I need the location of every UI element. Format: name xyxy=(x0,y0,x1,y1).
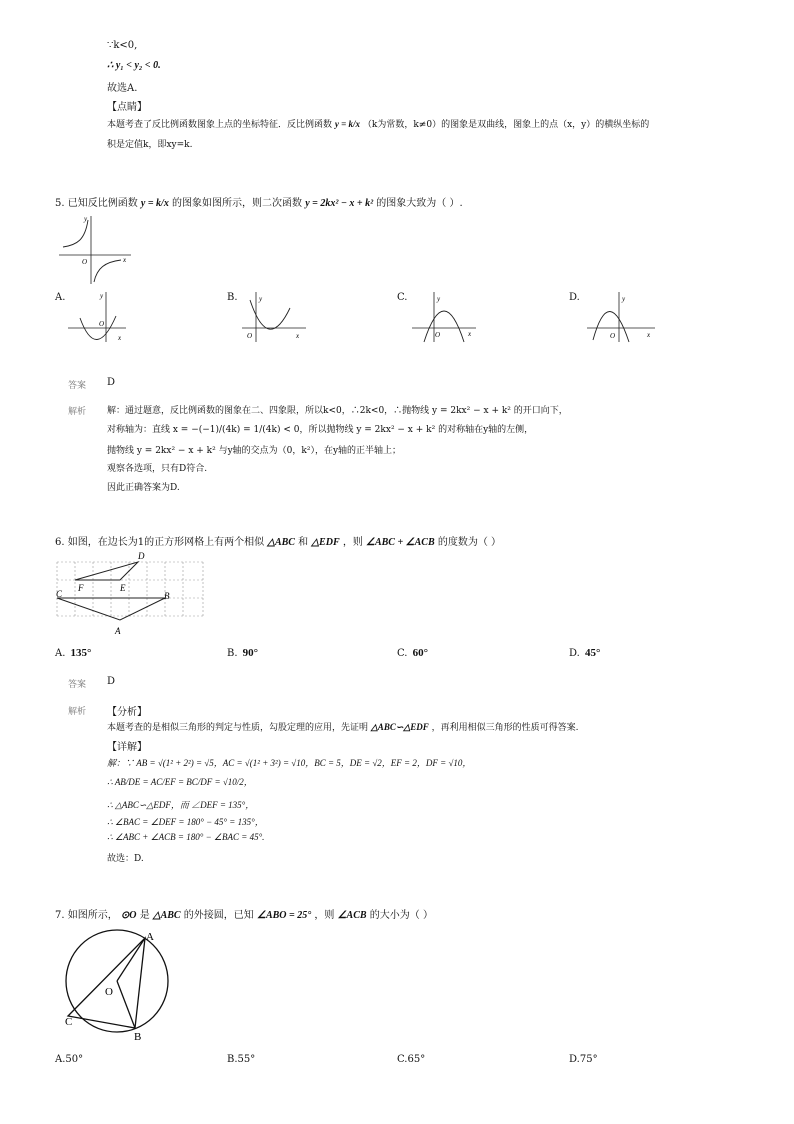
q7-option-a-label: A. xyxy=(55,1054,66,1065)
q7-label-o: O xyxy=(105,986,113,998)
q5-formula-1: y = k/x xyxy=(140,198,169,209)
comment-text-line-2: 积是定值k，即xy=k. xyxy=(107,140,193,150)
q7-segment-ob xyxy=(117,981,135,1028)
q6-detail-5: ∴ ∠ABC + ∠ACB = 180° − ∠BAC = 45°. xyxy=(107,832,265,842)
q5-answer-value: D xyxy=(107,377,116,388)
q6-stem-c: 的度数为（ ） xyxy=(437,537,502,548)
q5-y-label: y xyxy=(84,215,88,223)
q5-explanation-label: 解析 xyxy=(68,407,87,417)
q7-circle: ⊙O xyxy=(120,910,137,921)
q5-hyperbola-figure xyxy=(55,212,135,288)
q6-option-a-label: A. xyxy=(55,648,66,659)
label: x xyxy=(296,332,300,340)
comment-text-line-1 xyxy=(107,117,649,130)
q7-triangle-abc-shape xyxy=(68,938,145,1028)
q5-option-d-graph[interactable] xyxy=(585,290,657,346)
q5-answer-label: 答案 xyxy=(68,381,87,391)
q6-detail-label: 【详解】 xyxy=(107,742,147,753)
q6-detail-3: ∴ △ABC∽△EDF，而 ∠DEF = 135°， xyxy=(107,800,255,810)
q7-option-b[interactable] xyxy=(227,1054,255,1065)
q7-given-angle: ∠ABO = 25° xyxy=(256,910,312,921)
q6-explanation-label: 解析 xyxy=(68,707,87,717)
q7-stem-c: 的外接圆，已知 xyxy=(183,910,254,921)
q7-asked-angle: ∠ACB xyxy=(337,910,367,921)
q6-angle-expression: ∠ABC + ∠ACB xyxy=(366,537,435,548)
q6-detail-4: ∴ ∠BAC = ∠DEF = 180° − 45° = 135°， xyxy=(107,817,264,827)
comment-formula: y = k/x xyxy=(334,119,361,129)
q7-label-c: C xyxy=(65,1016,73,1028)
q6-analysis-label: 【分析】 xyxy=(107,707,147,718)
q6-label-d: D xyxy=(138,551,145,561)
q7-triangle: △ABC xyxy=(152,910,181,921)
q5-stem-b: 的图象如图所示，则二次函数 xyxy=(172,198,303,209)
q7-option-c[interactable] xyxy=(397,1054,425,1065)
q7-option-b-label: B. xyxy=(227,1054,238,1065)
q6-option-c-label: C. xyxy=(397,648,408,659)
label: O xyxy=(247,332,253,340)
comment-text-b: （k为常数，k≠0）的图象是双曲线，图象上的点（x，y）的横纵坐标的 xyxy=(362,120,650,130)
label: y xyxy=(259,295,263,303)
label: y xyxy=(622,295,626,303)
q6-option-b[interactable] xyxy=(227,641,258,660)
q5-c-parabola xyxy=(424,311,464,342)
q5-option-a-label[interactable]: A. xyxy=(55,292,66,303)
q6-triangle-abc-shape xyxy=(57,598,165,620)
q6-triangle-def xyxy=(75,562,138,580)
q7-stem xyxy=(55,906,433,921)
q6-label-c: C xyxy=(56,589,63,599)
proof-line-2: ∴ y₁ < y₂ < 0. xyxy=(107,60,161,71)
label: y xyxy=(100,292,104,300)
q6-label-b: B xyxy=(164,591,170,601)
q5-branch-upper-left xyxy=(63,220,88,247)
q5-origin-label: O xyxy=(82,258,88,266)
q6-option-c[interactable] xyxy=(397,641,428,660)
q6-stem xyxy=(55,533,501,548)
q6-option-d-value: 45° xyxy=(584,647,601,659)
q6-detail-6: 故选：D. xyxy=(107,854,144,864)
q6-stem-and: 和 xyxy=(298,537,309,548)
q7-option-a-value: 50° xyxy=(65,1054,84,1065)
q5-stem xyxy=(55,194,463,209)
proof-line-1: ∵k<0, xyxy=(107,40,138,51)
q6-label-e: E xyxy=(120,583,126,593)
q5-x-label: x xyxy=(123,256,127,264)
q6-triangle-abc: △ABC xyxy=(267,537,295,548)
comment-text-a: 本题考查了反比例函数图象上点的坐标特征．反比例函数 xyxy=(107,120,333,130)
q7-label-b: B xyxy=(134,1031,142,1043)
q5-option-c-graph[interactable] xyxy=(410,290,480,346)
q6-analysis-text-b: ，再利用相似三角形的性质可得答案. xyxy=(431,723,579,733)
q7-stem-e: 的大小为（ ） xyxy=(369,910,433,921)
q6-option-c-value: 60° xyxy=(412,647,428,659)
q7-label-a: A xyxy=(146,931,154,943)
q5-explanation-5: 因此正确答案为D. xyxy=(107,483,180,493)
q7-option-a[interactable] xyxy=(55,1054,83,1065)
q7-option-c-label: C. xyxy=(397,1054,408,1065)
q7-stem-b: 是 xyxy=(139,910,150,921)
q7-stem-d: ，则 xyxy=(314,910,335,921)
label: x xyxy=(118,334,122,342)
q7-option-d-label: D. xyxy=(569,1054,580,1065)
q6-stem-a: 6. 如图，在边长为1的正方形网格上有两个相似 xyxy=(55,537,265,548)
q5-stem-a: 5. 已知反比例函数 xyxy=(55,198,138,209)
q5-formula-2: y = 2kx² − x + k² xyxy=(305,198,374,209)
comment-label: 【点睛】 xyxy=(107,102,147,113)
q6-analysis-similar: △ABC∽△EDF xyxy=(370,722,429,732)
q6-option-b-value: 90° xyxy=(242,647,259,659)
label: x xyxy=(647,331,651,339)
q5-option-d-label[interactable]: D. xyxy=(569,292,580,303)
q5-stem-c: 的图象大致为（ ）. xyxy=(376,198,463,209)
q5-explanation-1: 解：通过题意，反比例函数的图象在二、四象限，所以k<0，∴2k<0，∴抛物线 y = 2kx² − x + k² 的开口向下， xyxy=(107,406,568,416)
label: O xyxy=(610,332,616,340)
label: O xyxy=(435,331,441,339)
q7-option-c-value: 65° xyxy=(407,1054,426,1065)
q7-option-b-value: 55° xyxy=(237,1054,256,1065)
q5-explanation-3: 抛物线 y = 2kx² − x + k² 与y轴的交点为（0，k²），在y轴的正半轴上； xyxy=(107,446,402,456)
q7-option-d[interactable] xyxy=(569,1054,598,1065)
q6-triangle-edf: △EDF xyxy=(311,537,340,548)
q5-option-a-graph[interactable] xyxy=(66,290,128,346)
q5-option-c-label[interactable]: C. xyxy=(397,292,408,303)
q6-label-a: A xyxy=(115,626,121,636)
q6-option-a[interactable] xyxy=(55,641,91,660)
q7-option-d-value: 75° xyxy=(579,1054,598,1065)
q6-option-b-label: B. xyxy=(227,648,238,659)
label: x xyxy=(468,330,472,338)
q5-option-b-graph[interactable] xyxy=(240,290,310,346)
q5-explanation-2: 对称轴为：直线 x = −(−1)/(4k) = 1/(4k) < 0，所以抛物线 y = 2kx² − x + k² 的对称轴在y轴的左侧， xyxy=(107,425,534,435)
q6-analysis-text xyxy=(107,720,579,733)
q5-explanation-4: 观察各选项，只有D符合. xyxy=(107,464,208,474)
q5-branch-lower-right xyxy=(94,260,121,282)
q6-option-a-value: 135° xyxy=(70,647,92,659)
q6-option-d-label: D. xyxy=(569,648,580,659)
q6-option-d[interactable] xyxy=(569,641,600,660)
q6-detail-1: 解：∵ AB = √(1² + 2²) = √5，AC = √(1² + 3²) = √10，BC = 5，DE = √2，EF = 2，DF = √10， xyxy=(107,758,472,768)
q6-answer-value: D xyxy=(107,676,116,687)
q7-stem-a: 7. 如图所示， xyxy=(55,910,118,921)
label: y xyxy=(437,295,441,303)
q6-answer-label: 答案 xyxy=(68,680,87,690)
q6-detail-2: ∴ AB/DE = AC/EF = BC/DF = √10/2， xyxy=(107,777,253,787)
q6-stem-b: ，则 xyxy=(342,537,363,548)
q6-grid-figure xyxy=(52,550,212,640)
q6-analysis-text-a: 本题考查的是相似三角形的判定与性质，勾股定理的应用，先证明 xyxy=(107,723,369,733)
label: O xyxy=(99,320,105,328)
q5-option-b-label[interactable]: B. xyxy=(227,292,238,303)
q7-circle-figure xyxy=(55,925,175,1045)
q6-label-f: F xyxy=(78,583,84,593)
proof-line-3: 故选A. xyxy=(107,83,138,94)
